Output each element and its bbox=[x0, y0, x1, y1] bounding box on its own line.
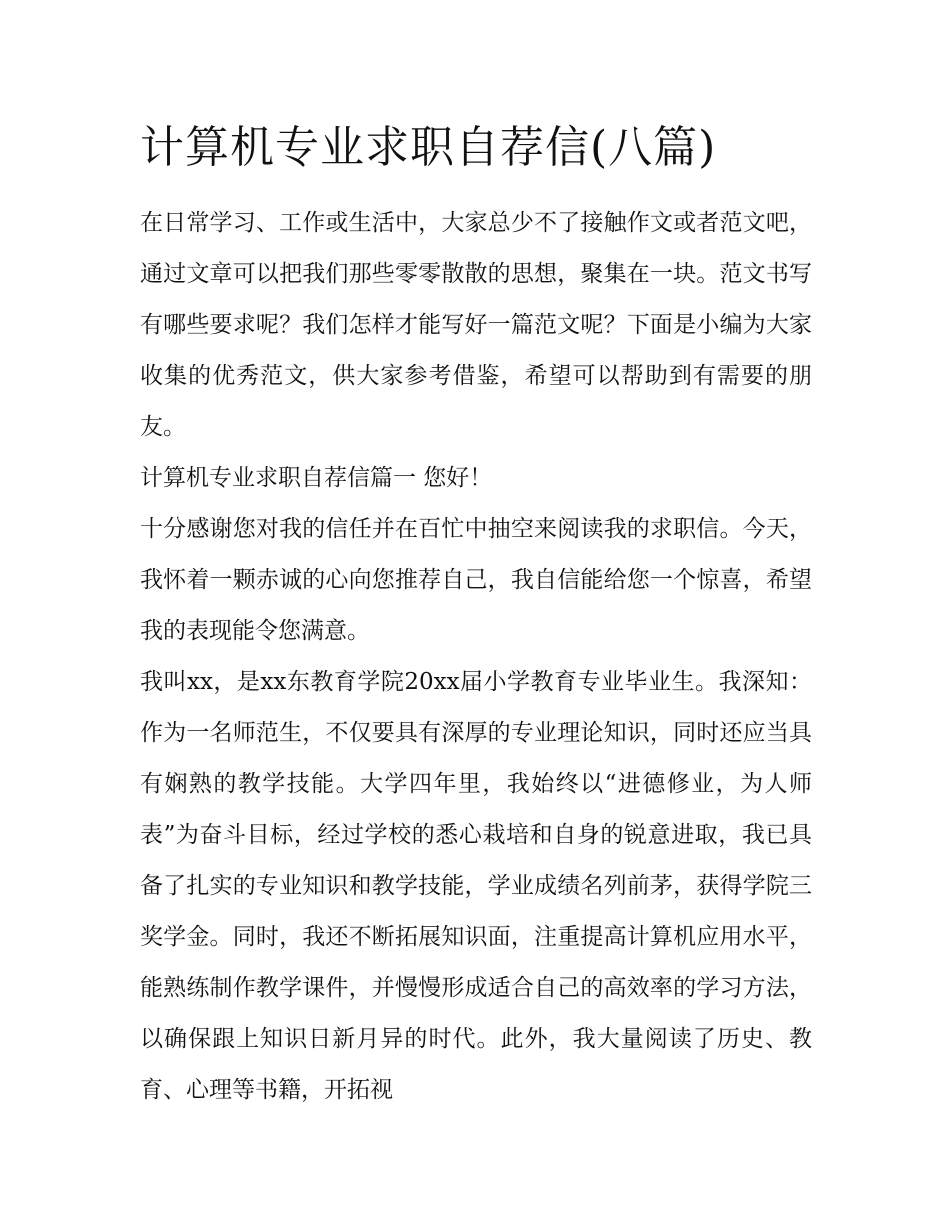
section-heading: 计算机专业求职自荐信篇一 您好！ bbox=[140, 465, 493, 491]
document-title: 计算机专业求职自荐信(八篇) bbox=[140, 122, 717, 173]
body-paragraph: 我叫xx，是xx东教育学院20xx届小学教育专业毕业生。我深知：作为一名师范生，不仅要具有深厚的专业理论知识，同时还应当具有娴熟的教学技能。大学四年里，我始终以“进德修业，为人师表”为奋斗目标，经过学校的悉心栽培和自身的锐意进取，我已具备了扎实的专业知识和教学技能，学业成绩名列前茅，获得学院三奖学金。同时，我还不断拓展知识面，注重提高计算机应用水平，能熟练制作教学课件，并慢慢形成适合自己的高效率的学习方法，以确保跟上知识日新月异的时代。此外，我大量阅读了历史、教育、心理等书籍，开拓视 bbox=[140, 669, 812, 1103]
intro-paragraph: 在日常学习、工作或生活中，大家总少不了接触作文或者范文吧，通过文章可以把我们那些零零散散的思想，聚集在一块。范文书写有哪些要求呢？我们怎样才能写好一篇范文呢？下面是小编为大家收集的优秀范文，供大家参考借鉴，希望可以帮助到有需要的朋友。 bbox=[140, 210, 812, 440]
body-paragraph: 十分感谢您对我的信任并在百忙中抽空来阅读我的求职信。今天，我怀着一颗赤诚的心向您推荐自己，我自信能给您一个惊喜，希望我的表现能令您满意。 bbox=[140, 516, 812, 644]
document-body bbox=[140, 198, 812, 1116]
